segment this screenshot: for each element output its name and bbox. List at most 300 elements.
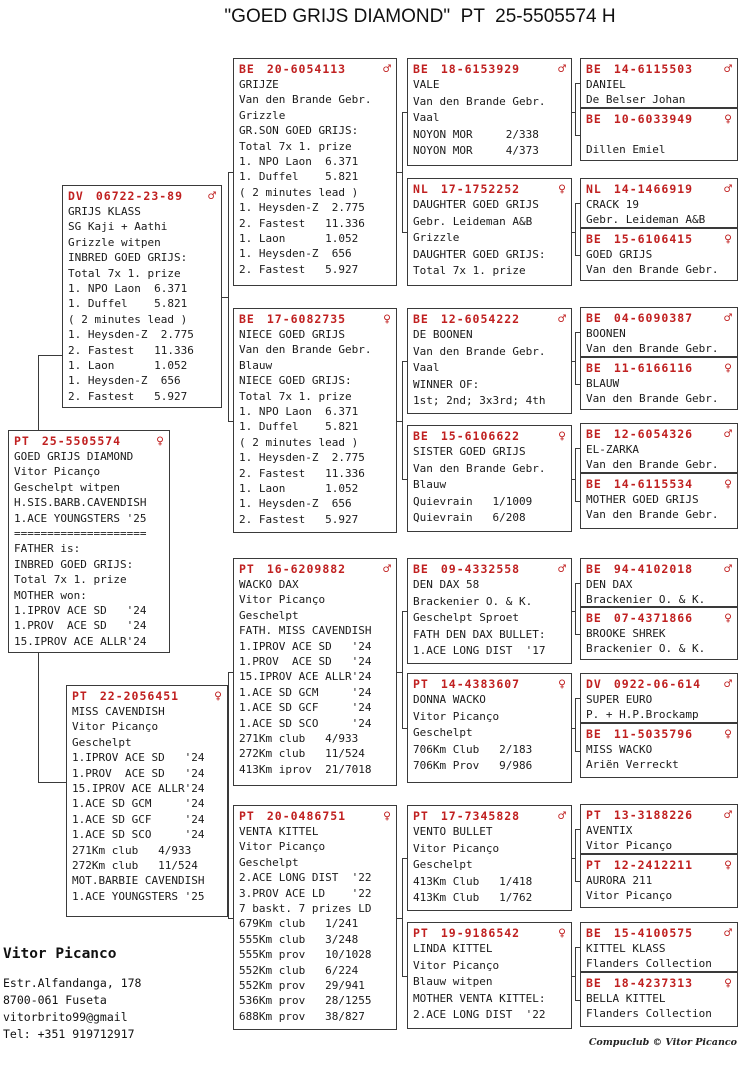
pedigree-text-line: GRIJS KLASS (68, 205, 141, 218)
ring-header (67, 686, 227, 703)
connector-line (572, 611, 576, 612)
pedigree-text-line: DE BOONEN (413, 328, 473, 341)
ring-number: 10-6033949 (613, 112, 694, 126)
pedigree-text-line: 2. Fastest 5.927 (239, 512, 359, 526)
connector-line (575, 83, 576, 136)
pedigree-text-line: Van den Brande Gebr. (586, 508, 719, 521)
sex-male-icon: ♂ (724, 182, 732, 197)
pedigree-box-body (581, 625, 737, 656)
pedigree-text-line: 1.ACE SD GCF '24 (72, 812, 205, 826)
ring-header (234, 806, 396, 823)
ring-country-code: NL (413, 182, 429, 196)
ring-header (581, 674, 737, 691)
pedigree-text-line: 1. Laon 1.052 (239, 482, 359, 496)
pedigree-text-line: 2. Fastest 11.336 (68, 343, 194, 357)
pedigree-text-line: DAUGHTER GOED GRIJS (413, 198, 539, 211)
pedigree-text-line: 413Km Club 1/762 (413, 891, 533, 905)
ring-number: 12-6054222 (440, 312, 521, 326)
pedigree-box-body (67, 703, 227, 904)
pedigree-text-line: Total 7x 1. prize (14, 573, 127, 587)
ring-number: 09-4332558 (440, 562, 521, 576)
pedigree-text-line: 15.IPROV ACE ALLR'24 (239, 670, 372, 684)
pedigree-text-line: Total 7x 1. prize (239, 389, 352, 403)
ring-header (581, 973, 737, 990)
sex-female-icon: ♀ (724, 361, 732, 376)
sex-male-icon: ♂ (724, 926, 732, 941)
pedigree-text-line: Brackenier O. & K. (586, 642, 706, 655)
connector-line (397, 918, 403, 919)
pedigree-text-line: Van den Brande Gebr. (586, 342, 719, 355)
pedigree-box-mfmf (580, 673, 738, 723)
connector-line (397, 172, 403, 173)
pedigree-text-line: Quievrain 6/208 (413, 511, 526, 525)
pedigree-text-line: Total 7x 1. prize (68, 266, 181, 280)
pedigree-text-line: Vitor Picanço (239, 840, 326, 854)
pedigree-text-line: Gebr. Leideman A&B (586, 213, 706, 226)
ring-header (408, 179, 571, 196)
connector-line (402, 611, 403, 729)
pedigree-text-line: Quievrain 1/1009 (413, 494, 533, 508)
ring-header (408, 309, 571, 326)
ring-number: 20-6054113 (266, 62, 347, 76)
ring-header (581, 109, 737, 126)
pedigree-text-line: 1. Duffel 5.821 (68, 297, 188, 311)
pedigree-text-line: SUPER EURO (586, 693, 653, 706)
ring-header (408, 59, 571, 76)
pedigree-text-line: 272Km club 11/524 (239, 747, 365, 761)
ring-country-code: BE (586, 311, 602, 325)
sex-male-icon: ♂ (724, 427, 732, 442)
ring-country-code: BE (586, 361, 602, 375)
pedigree-box-mff (407, 558, 572, 664)
pedigree-box-body (63, 203, 221, 404)
sex-male-icon: ♂ (558, 809, 566, 824)
ring-number: 17-6082735 (266, 312, 347, 326)
ring-country-code: PT (413, 809, 429, 823)
pedigree-text-line: FATH. MISS CAVENDISH (239, 624, 372, 638)
pedigree-text-line: EL-ZARKA (586, 443, 639, 456)
ring-header (581, 724, 737, 741)
pedigree-text-line: 1.IPROV ACE SD '24 (239, 639, 372, 653)
pedigree-box-body (581, 872, 737, 903)
connector-line (575, 203, 576, 256)
pedigree-box-ffmf (580, 178, 738, 228)
pedigree-text-line: Vitor Picanço (413, 841, 500, 855)
ring-header (234, 559, 396, 576)
ring-header (581, 179, 737, 196)
ring-country-code: BE (586, 727, 602, 741)
pedigree-text-line: 1.ACE SD GCM '24 (72, 797, 205, 811)
ring-country-code: PT (239, 809, 255, 823)
sex-male-icon: ♂ (724, 311, 732, 326)
sex-male-icon: ♂ (208, 189, 216, 204)
pedigree-text-line: Geschelpt witpen (14, 480, 120, 494)
sex-female-icon: ♀ (724, 727, 732, 742)
pedigree-text-line: Vitor Picanço (14, 465, 101, 479)
pedigree-text-line: Vaal (413, 361, 440, 375)
pedigree-text-line: GR.SON GOED GRIJS: (239, 124, 359, 138)
pedigree-text-line: DANIEL (586, 78, 626, 91)
pedigree-box-body (581, 325, 737, 356)
pedigree-text-line: 15.IPROV ACE ALLR'24 (14, 634, 147, 648)
sex-female-icon: ♀ (724, 858, 732, 873)
pedigree-text-line: Van den Brande Gebr. (413, 344, 546, 358)
sex-female-icon: ♀ (383, 312, 391, 327)
pedigree-text-line: 2. Fastest 5.927 (239, 262, 359, 276)
pedigree-text-line: 413Km iprov 21/7018 (239, 762, 372, 776)
connector-line (572, 976, 576, 977)
pedigree-text-line: 271Km club 4/933 (239, 732, 359, 746)
pedigree-text-line: 1.ACE SD SCO '24 (239, 716, 372, 730)
pedigree-text-line: Vitor Picanço (413, 709, 500, 723)
page-title: "GOED GRIJS DIAMOND" PT 25-5505574 H (224, 6, 616, 27)
ring-header (63, 186, 221, 203)
pedigree-box-body (581, 576, 737, 607)
pedigree-text-line: Geschelpt (72, 735, 132, 749)
pedigree-text-line: Vitor Picanço (72, 720, 159, 734)
ring-header (234, 59, 396, 76)
pedigree-text-line: MISS WACKO (586, 743, 653, 756)
pedigree-text-line: WACKO DAX (239, 578, 299, 591)
sex-female-icon: ♀ (558, 926, 566, 941)
pedigree-text-line: AVENTIX (586, 824, 633, 837)
pedigree-text-line: Grizzle witpen (68, 235, 161, 249)
ring-number: 18-6153929 (440, 62, 521, 76)
owner-address-line: Tel: +351 919712917 (3, 1027, 135, 1041)
pedigree-text-line: BELLA KITTEL (586, 992, 666, 1005)
ring-number: 14-1466919 (613, 182, 694, 196)
pedigree-text-line: FATHER is: (14, 542, 81, 556)
ring-country-code: BE (239, 62, 255, 76)
pedigree-box-body (408, 196, 571, 280)
pedigree-text-line: AURORA 211 (586, 874, 653, 887)
ring-header (581, 608, 737, 625)
pedigree-text-line: 1. Duffel 5.821 (239, 170, 359, 184)
ring-country-code: BE (586, 562, 602, 576)
pedigree-text-line: 2. Fastest 11.336 (239, 216, 365, 230)
pedigree-text-line: SG Kaji + Aathi (68, 220, 168, 234)
pedigree-text-line: Van den Brande Gebr. (413, 461, 546, 475)
ring-number: 14-6115503 (613, 62, 694, 76)
ring-country-code: BE (413, 429, 429, 443)
pedigree-text-line: P. + H.P.Brockamp (586, 708, 699, 721)
ring-header (234, 309, 396, 326)
pedigree-box-fm (233, 308, 397, 533)
ring-number: 14-4383607 (440, 677, 521, 691)
connector-line (572, 728, 576, 729)
pedigree-text-line: MOTHER GOED GRIJS (586, 493, 699, 506)
pedigree-text-line: 1. Heysden-Z 656 (239, 247, 352, 261)
pedigree-text-line: GOED GRIJS (586, 248, 653, 261)
pedigree-text-line: Flanders Collection (586, 1007, 712, 1020)
pedigree-text-line: 1. NPO Laon 6.371 (239, 405, 359, 419)
ring-country-code: BE (239, 312, 255, 326)
pedigree-box-mmm (407, 922, 572, 1029)
ring-header (408, 426, 571, 443)
connector-line (38, 782, 66, 783)
sex-male-icon: ♂ (558, 62, 566, 77)
connector-line (572, 112, 576, 113)
sex-female-icon: ♀ (724, 232, 732, 247)
ring-number: 25-5505574 (41, 434, 122, 448)
pedigree-box-body (581, 691, 737, 722)
sex-female-icon: ♀ (724, 611, 732, 626)
pedigree-text-line: 1.ACE YOUNGSTERS '25 (72, 889, 205, 903)
pedigree-text-line: 2.ACE LONG DIST '22 (239, 871, 372, 885)
sex-male-icon: ♂ (383, 562, 391, 577)
ring-number: 04-6090387 (613, 311, 694, 325)
pedigree-box-mf (233, 558, 397, 786)
pedigree-box-body (234, 326, 396, 527)
pedigree-text-line: 1. Heysden-Z 656 (68, 374, 181, 388)
pedigree-text-line: 271Km club 4/933 (72, 843, 192, 857)
sex-male-icon: ♂ (558, 312, 566, 327)
pedigree-text-line: MOTHER won: (14, 588, 87, 602)
pedigree-text-line: DAUGHTER GOED GRIJS: (413, 247, 546, 261)
pedigree-box-fmfm (580, 357, 738, 410)
ring-country-code: BE (586, 112, 602, 126)
pedigree-text-line: 413Km Club 1/418 (413, 874, 533, 888)
connector-line (397, 672, 403, 673)
pedigree-text-line: 2. Fastest 11.336 (239, 466, 365, 480)
pedigree-text-line: Van den Brande Gebr. (586, 263, 719, 276)
ring-country-code: BE (586, 62, 602, 76)
pedigree-text-line: ( 2 minutes lead ) (239, 185, 359, 199)
pedigree-text-line: SISTER GOED GRIJS (413, 445, 526, 458)
pedigree-box-body (408, 443, 571, 527)
pedigree-text-line: Geschelpt (413, 726, 473, 740)
connector-line (228, 672, 229, 919)
ring-country-code: DV (68, 189, 84, 203)
owner-address (3, 975, 141, 1043)
pedigree-text-line: 1.ACE SD GCM '24 (239, 685, 372, 699)
pedigree-text-line: Brackenier O. & K. (586, 593, 706, 606)
ring-country-code: PT (413, 926, 429, 940)
pedigree-text-line: ( 2 minutes lead ) (239, 435, 359, 449)
pedigree-text-line: Geschelpt (239, 855, 299, 869)
ring-header (581, 474, 737, 491)
pedigree-text-line: NOYON MOR 4/373 (413, 144, 539, 158)
ring-number: 15-4100575 (613, 926, 694, 940)
pedigree-text-line: 3.PROV ACE LD '22 (239, 886, 372, 900)
connector-line (572, 361, 576, 362)
pedigree-text-line: Gebr. Leideman A&B (413, 214, 533, 228)
pedigree-text-line: H.SIS.BARB.CAVENDISH (14, 496, 147, 510)
ring-header (408, 806, 571, 823)
pedigree-text-line: NIECE GOED GRIJS: (239, 374, 352, 388)
pedigree-text-line: BROOKE SHREK (586, 627, 666, 640)
pedigree-box-ff (233, 58, 397, 286)
connector-line (572, 858, 576, 859)
ring-country-code: BE (586, 427, 602, 441)
ring-header (581, 855, 737, 872)
pedigree-text-line: Geschelpt Sproet (413, 611, 519, 625)
pedigree-box-mmfm (580, 854, 738, 908)
pedigree-text-line: 1.ACE SD SCO '24 (72, 828, 205, 842)
pedigree-text-line: MOT.BARBIE CAVENDISH (72, 874, 205, 888)
pedigree-box-subject (8, 430, 170, 653)
pedigree-text-line: 1.PROV ACE SD '24 (14, 619, 147, 633)
connector-line (228, 801, 229, 802)
pedigree-text-line: 688Km prov 38/827 (239, 1009, 365, 1023)
pedigree-box-body (581, 246, 737, 277)
pedigree-text-line: BOONEN (586, 327, 626, 340)
owner-address-line: Estr.Alfandanga, 178 (3, 976, 142, 990)
ring-number: 07-4371866 (613, 611, 694, 625)
pedigree-box-body (581, 990, 737, 1021)
pedigree-box-mfmm (580, 723, 738, 778)
pedigree-text-line: CRACK 19 (586, 198, 639, 211)
pedigree-text-line: 272Km club 11/524 (72, 859, 198, 873)
pedigree-text-line: Van den Brande Gebr. (239, 343, 372, 357)
pedigree-text-line: VENTO BULLET (413, 825, 493, 838)
ring-number: 13-3188226 (613, 808, 694, 822)
pedigree-text-line: Vitor Picanço (413, 958, 500, 972)
pedigree-text-line: 1. Heysden-Z 2.775 (239, 201, 365, 215)
ring-number: 17-1752252 (440, 182, 521, 196)
pedigree-text-line: 706Km Club 2/183 (413, 742, 533, 756)
pedigree-text-line: INBRED GOED GRIJS: (14, 557, 134, 571)
pedigree-text-line: 555Km prov 10/1028 (239, 948, 372, 962)
pedigree-box-fmm (407, 425, 572, 532)
pedigree-text-line: 1st; 2nd; 3x3rd; 4th (413, 394, 546, 408)
pedigree-text-line: 536Km prov 28/1255 (239, 994, 372, 1008)
pedigree-text-line: 2.ACE LONG DIST '22 (413, 1008, 546, 1022)
pedigree-box-body (581, 940, 737, 971)
pedigree-box-mfff (580, 558, 738, 607)
ring-country-code: PT (413, 677, 429, 691)
pedigree-text-line: 15.IPROV ACE ALLR'24 (72, 782, 205, 796)
owner-block (3, 946, 141, 1043)
ring-header (581, 923, 737, 940)
connector-line (575, 583, 576, 635)
pedigree-text-line: ==================== (14, 527, 147, 541)
pedigree-box-fmmm (580, 473, 738, 529)
pedigree-box-body (581, 375, 737, 406)
ring-number: 18-4237313 (613, 976, 694, 990)
ring-country-code: BE (586, 611, 602, 625)
pedigree-text-line: Blauw (413, 478, 447, 492)
pedigree-text-line: WINNER OF: (413, 377, 480, 391)
ring-number: 20-0486751 (266, 809, 347, 823)
sex-female-icon: ♀ (558, 677, 566, 692)
pedigree-text-line: 552Km club 6/224 (239, 963, 359, 977)
ring-country-code: BE (413, 312, 429, 326)
sex-female-icon: ♀ (214, 689, 222, 704)
ring-number: 12-6054326 (613, 427, 694, 441)
pedigree-box-body (408, 576, 571, 660)
pedigree-text-line: Total 7x 1. prize (413, 264, 526, 278)
pedigree-text-line: 552Km prov 29/941 (239, 979, 365, 993)
pedigree-text-line: GRIJZE (239, 78, 279, 91)
pedigree-text-line: Vaal (413, 111, 440, 125)
sex-male-icon: ♂ (724, 677, 732, 692)
pedigree-text-line: 1.PROV ACE SD '24 (72, 766, 205, 780)
pedigree-box-body (234, 76, 396, 277)
pedigree-text-line: Total 7x 1. prize (239, 139, 352, 153)
pedigree-text-line: Grizzle (239, 108, 286, 122)
ring-number: 12-2412211 (613, 858, 694, 872)
pedigree-box-mffm (580, 607, 738, 660)
sex-male-icon: ♂ (383, 62, 391, 77)
pedigree-box-body (408, 76, 571, 160)
pedigree-box-fffm (580, 108, 738, 161)
ring-header (581, 229, 737, 246)
pedigree-text-line: Blauw (239, 358, 273, 372)
pedigree-box-fmmf (580, 423, 738, 473)
pedigree-box-fff (407, 58, 572, 166)
connector-line (397, 421, 403, 422)
ring-header (581, 358, 737, 375)
pedigree-box-body (408, 940, 571, 1024)
ring-header (581, 424, 737, 441)
sex-male-icon: ♂ (724, 808, 732, 823)
pedigree-box-mmf (407, 805, 572, 911)
ring-header (408, 923, 571, 940)
ring-country-code: PT (586, 808, 602, 822)
owner-address-line: vitorbrito99@gmail (3, 1010, 128, 1024)
pedigree-text-line: 1. Heysden-Z 2.775 (68, 328, 194, 342)
ring-number: 15-6106622 (440, 429, 521, 443)
pedigree-text-line: Dillen Emiel (586, 143, 666, 156)
pedigree-text-line: Grizzle (413, 231, 460, 245)
sex-female-icon: ♀ (558, 182, 566, 197)
connector-line (575, 698, 576, 752)
pedigree-box-mmff (580, 804, 738, 854)
ring-number: 17-7345828 (440, 809, 521, 823)
pedigree-text-line: VENTA KITTEL (239, 825, 319, 838)
ring-number: 15-6106415 (613, 232, 694, 246)
pedigree-box-body (581, 822, 737, 853)
pedigree-text-line: DEN DAX 58 (413, 578, 480, 591)
pedigree-text-line: Geschelpt (413, 858, 473, 872)
pedigree-text-line: Geschelpt (239, 608, 299, 622)
pedigree-text-line: DEN DAX (586, 578, 633, 591)
sex-male-icon: ♂ (558, 562, 566, 577)
pedigree-text-line: VALE (413, 78, 440, 91)
ring-number: 06722-23-89 (95, 189, 184, 203)
pedigree-text-line: DONNA WACKO (413, 693, 486, 706)
credit-line: Compuclub © Vitor Picanco (588, 1037, 737, 1048)
connector-line (575, 947, 576, 1001)
connector-line (222, 297, 229, 298)
pedigree-text-line: NIECE GOED GRIJS (239, 328, 345, 341)
pedigree-text-line: MOTHER VENTA KITTEL: (413, 991, 546, 1005)
pedigree-box-body (234, 576, 396, 777)
sex-female-icon: ♀ (724, 976, 732, 991)
pedigree-text-line: 1. Heysden-Z 2.775 (239, 451, 365, 465)
ring-country-code: BE (586, 976, 602, 990)
ring-country-code: PT (14, 434, 30, 448)
sex-male-icon: ♂ (724, 62, 732, 77)
pedigree-text-line: Van den Brande Gebr. (586, 458, 719, 471)
pedigree-text-line (586, 127, 732, 142)
ring-number: 0922-06-614 (613, 677, 702, 691)
pedigree-text-line: BLAUW (586, 377, 620, 390)
pedigree-text-line: GOED GRIJS DIAMOND (14, 450, 134, 463)
pedigree-text-line: LINDA KITTEL (413, 942, 493, 955)
pedigree-text-line: 1. NPO Laon 6.371 (239, 155, 359, 169)
pedigree-text-line: 1. Heysden-Z 656 (239, 497, 352, 511)
sex-female-icon: ♀ (383, 809, 391, 824)
pedigree-text-line: 1. Duffel 5.821 (239, 420, 359, 434)
pedigree-box-mm (233, 805, 397, 1030)
pedigree-box-father (62, 185, 222, 408)
ring-country-code: PT (239, 562, 255, 576)
pedigree-box-mother (66, 685, 228, 917)
pedigree-text-line: 1.ACE SD GCF '24 (239, 701, 372, 715)
pedigree-text-line: 706Km Prov 9/986 (413, 759, 533, 773)
